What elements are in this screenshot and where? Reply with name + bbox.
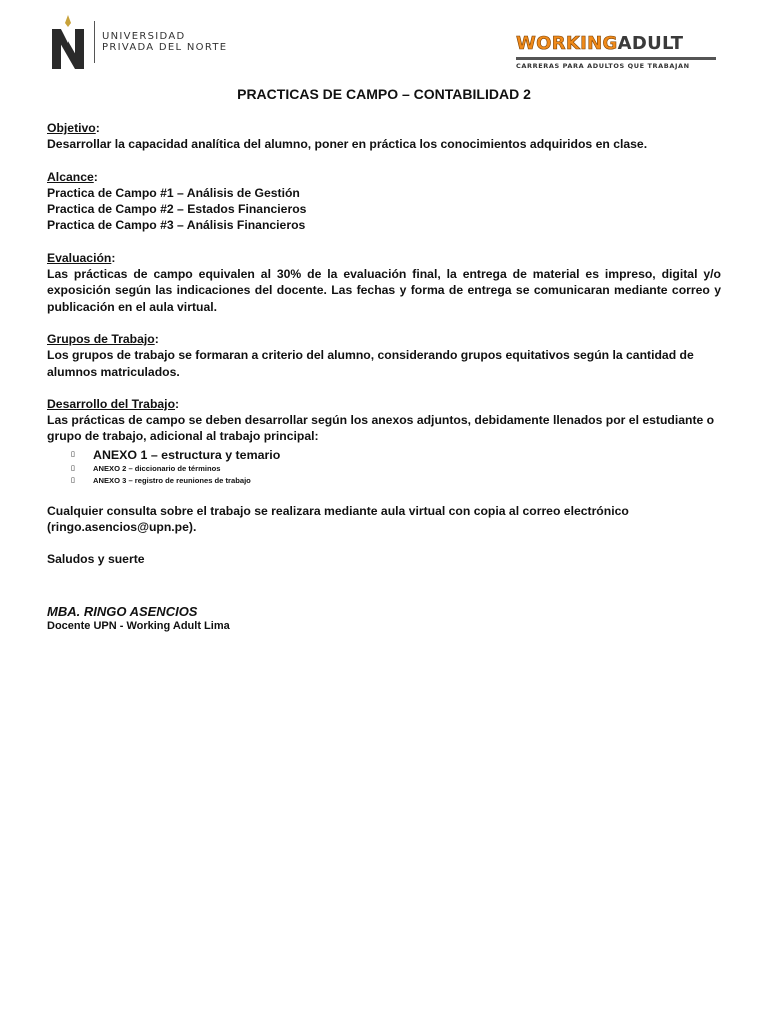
wa-word-working: WORKING [516, 33, 618, 54]
consulta-line2: (ringo.asencios@upn.pe). [47, 520, 197, 535]
wa-underline [516, 57, 716, 60]
section-evaluacion: Evaluación: Las prácticas de campo equivalen al 30% de la evaluación final, la entrega de material es impreso, digital y/o exposición según las indicaciones del docente. Las fechas y forma de entrega se comunicaran mediante correo y publicación en el aula virtual. [47, 250, 721, 314]
section-objetivo: Objetivo: Desarrollar la capacidad analítica del alumno, poner en práctica los conocimientos adquiridos en clase. [47, 120, 721, 153]
heading-objetivo: Objetivo [47, 121, 96, 135]
upn-logo [46, 12, 227, 72]
list-item: ▯ ANEXO 2 – diccionario de términos [71, 463, 221, 473]
anexos-list [71, 447, 721, 487]
signer-name: MBA. RINGO ASENCIOS [47, 604, 198, 619]
consulta-line1: Cualquier consulta sobre el trabajo se realizara mediante aula virtual con copia al correo electrónico [47, 503, 629, 518]
wa-word-adult: ADULT [617, 33, 684, 54]
evaluacion-text: Las prácticas de campo equivalen al 30% de la evaluación final, la entrega de material es impreso, digital y/o exposición según las indicaciones del docente. Las fechas y forma de entrega se comunicaran mediante correo y publicación en el aula virtual. [47, 267, 721, 314]
alcance-item: Practica de Campo #2 – Estados Financieros [47, 202, 307, 217]
upn-divider [94, 21, 95, 63]
alcance-item: Practica de Campo #1 – Análisis de Gestión [47, 185, 300, 200]
document-title: PRACTICAS DE CAMPO – CONTABILIDAD 2 [237, 86, 531, 102]
heading-evaluacion: Evaluación [47, 250, 112, 265]
wa-tagline: CARRERAS PARA ADULTOS QUE TRABAJAN [516, 62, 690, 70]
alcance-item: Practica de Campo #3 – Análisis Financieros [47, 218, 306, 233]
upn-line1: UNIVERSIDAD [102, 31, 186, 42]
objetivo-text: Desarrollar la capacidad analítica del alumno, poner en práctica los conocimientos adquiridos en clase. [47, 137, 648, 152]
upn-emblem-icon [46, 13, 90, 71]
upn-wordmark [102, 31, 227, 53]
document-body [47, 120, 721, 584]
signature-block [47, 604, 230, 632]
bullet-icon: ▯ [71, 450, 75, 458]
section-alcance: Alcance: Practica de Campo #1 – Análisis de Gestión Practica de Campo #2 – Estados Financieros Practica de Campo #3 – Análisis Financieros [47, 169, 721, 234]
working-adult-logo [516, 33, 720, 71]
heading-alcance: Alcance [47, 169, 94, 184]
grupos-text: Los grupos de trabajo se formaran a criterio del alumno, considerando grupos equitativos según la cantidad de alumnos matriculados. [47, 348, 694, 379]
section-grupos: Grupos de Trabajo: Los grupos de trabajo se formaran a criterio del alumno, considerando grupos equitativos según la cantidad de alumnos matriculados. [47, 331, 721, 380]
saludos-text: Saludos y suerte [47, 552, 145, 567]
signer-role: Docente UPN - Working Adult Lima [47, 620, 230, 632]
desarrollo-text: Las prácticas de campo se deben desarrollar según los anexos adjuntos, debidamente llenados por el estudiante o grupo de trabajo, adicional al trabajo principal: [47, 413, 715, 444]
bullet-icon: ▯ [71, 464, 75, 472]
heading-grupos: Grupos de Trabajo [47, 331, 155, 346]
bullet-icon: ▯ [71, 476, 75, 484]
upn-line2: PRIVADA DEL NORTE [102, 42, 228, 53]
section-consulta [47, 503, 721, 568]
list-item: ▯ ANEXO 1 – estructura y temario [71, 447, 281, 462]
section-desarrollo: Desarrollo del Trabajo: Las prácticas de campo se deben desarrollar según los anexos adjuntos, debidamente llenados por el estudiante o grupo de trabajo, adicional al trabajo principal: ▯ ANEXO 1 – estructura y temario ▯ ANEXO 2 – diccionario de términos ▯ ANEXO 3 – registro de reuniones de trabajo [47, 396, 721, 487]
list-item: ▯ ANEXO 3 – registro de reuniones de trabajo [71, 475, 251, 485]
heading-desarrollo: Desarrollo del Trabajo [47, 396, 176, 411]
